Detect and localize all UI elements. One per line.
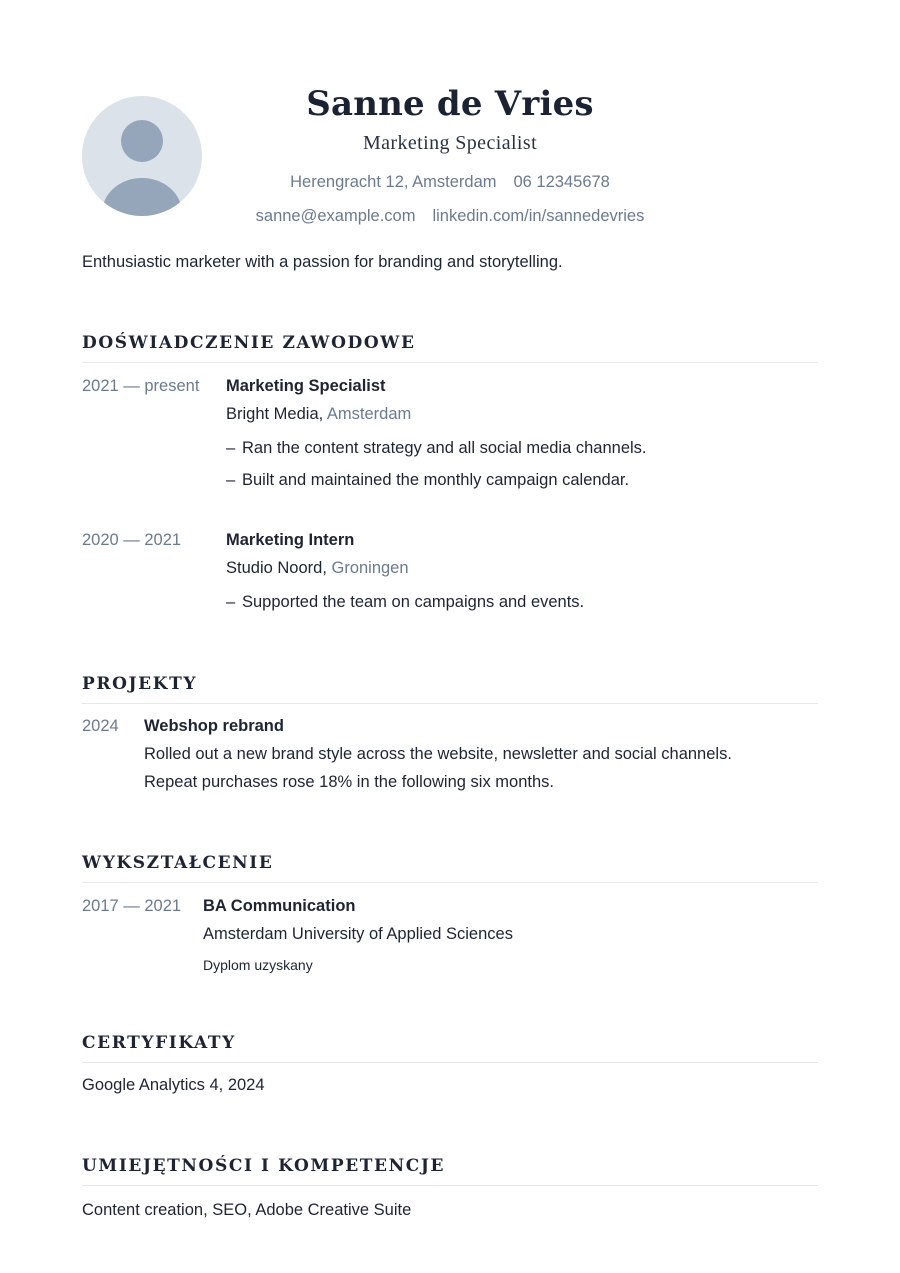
avatar-body-shape <box>102 178 182 216</box>
experience-2-bullet-1: – Supported the team on campaigns and events. <box>226 593 585 611</box>
skills-heading: UMIEJĘTNOŚCI I KOMPETENCJE <box>82 1156 818 1186</box>
experience-1-bullet-2: – Built and maintained the monthly campaign calendar. <box>226 471 630 489</box>
project-1-year: 2024 <box>82 717 119 735</box>
experience-1-location: Amsterdam <box>326 405 412 423</box>
experience-1-bullet-2-text: Built and maintained the monthly campaign calendar. <box>242 471 630 489</box>
avatar-icon <box>82 96 202 216</box>
experience-2-dates: 2020 — 2021 <box>82 531 182 549</box>
linkedin-link[interactable]: linkedin.com/in/sannedevries <box>432 207 645 225</box>
contact-row-1 <box>232 173 668 192</box>
project-1-name: Webshop rebrand <box>144 717 284 735</box>
education-1-note: Dyplom uzyskany <box>203 957 313 973</box>
experience-1-company-line: Bright Media, Amsterdam <box>226 405 412 423</box>
project-1-line-1: Rolled out a new brand style across the website, newsletter and social channels. <box>144 745 732 763</box>
education-1-school: Amsterdam University of Applied Sciences <box>203 925 513 943</box>
experience-2-company: Studio Noord <box>226 559 323 577</box>
summary-text: Enthusiastic marketer with a passion for branding and storytelling. <box>82 253 563 271</box>
experience-1-bullet-1-text: Ran the content strategy and all social media channels. <box>242 439 647 457</box>
experience-1-bullet-1: – Ran the content strategy and all social media channels. <box>226 439 647 457</box>
projects-heading: PROJEKTY <box>82 674 818 704</box>
education-1-dates: 2017 — 2021 <box>82 897 182 915</box>
experience-2-company-line: Studio Noord, Groningen <box>226 559 409 577</box>
email-link[interactable]: sanne@example.com <box>255 207 416 225</box>
experience-1-dates: 2021 — present <box>82 377 200 395</box>
education-1-degree: BA Communication <box>203 897 356 915</box>
certificates-text: Google Analytics 4, 2024 <box>82 1076 265 1094</box>
experience-1-company: Bright Media <box>226 405 319 423</box>
experience-1-role: Marketing Specialist <box>226 377 386 395</box>
phone-text: 06 12345678 <box>513 173 610 191</box>
experience-2-bullet-1-text: Supported the team on campaigns and events. <box>242 593 585 611</box>
experience-2-location: Groningen <box>331 559 409 577</box>
experience-2-role: Marketing Intern <box>226 531 355 549</box>
contact-row-2 <box>232 207 668 226</box>
resume-header <box>82 84 818 226</box>
avatar-head-shape <box>121 120 163 162</box>
address-text: Herengracht 12, Amsterdam <box>290 173 497 191</box>
person-name: Sanne de Vries <box>306 84 594 124</box>
certificates-heading: CERTYFIKATY <box>82 1033 818 1063</box>
education-heading: WYKSZTAŁCENIE <box>82 853 818 883</box>
skills-text: Content creation, SEO, Adobe Creative Suite <box>82 1201 412 1219</box>
experience-heading: DOŚWIADCZENIE ZAWODOWE <box>82 333 818 363</box>
project-1-line-2: Repeat purchases rose 18% in the following six months. <box>144 773 554 791</box>
job-title: Marketing Specialist <box>362 132 538 154</box>
